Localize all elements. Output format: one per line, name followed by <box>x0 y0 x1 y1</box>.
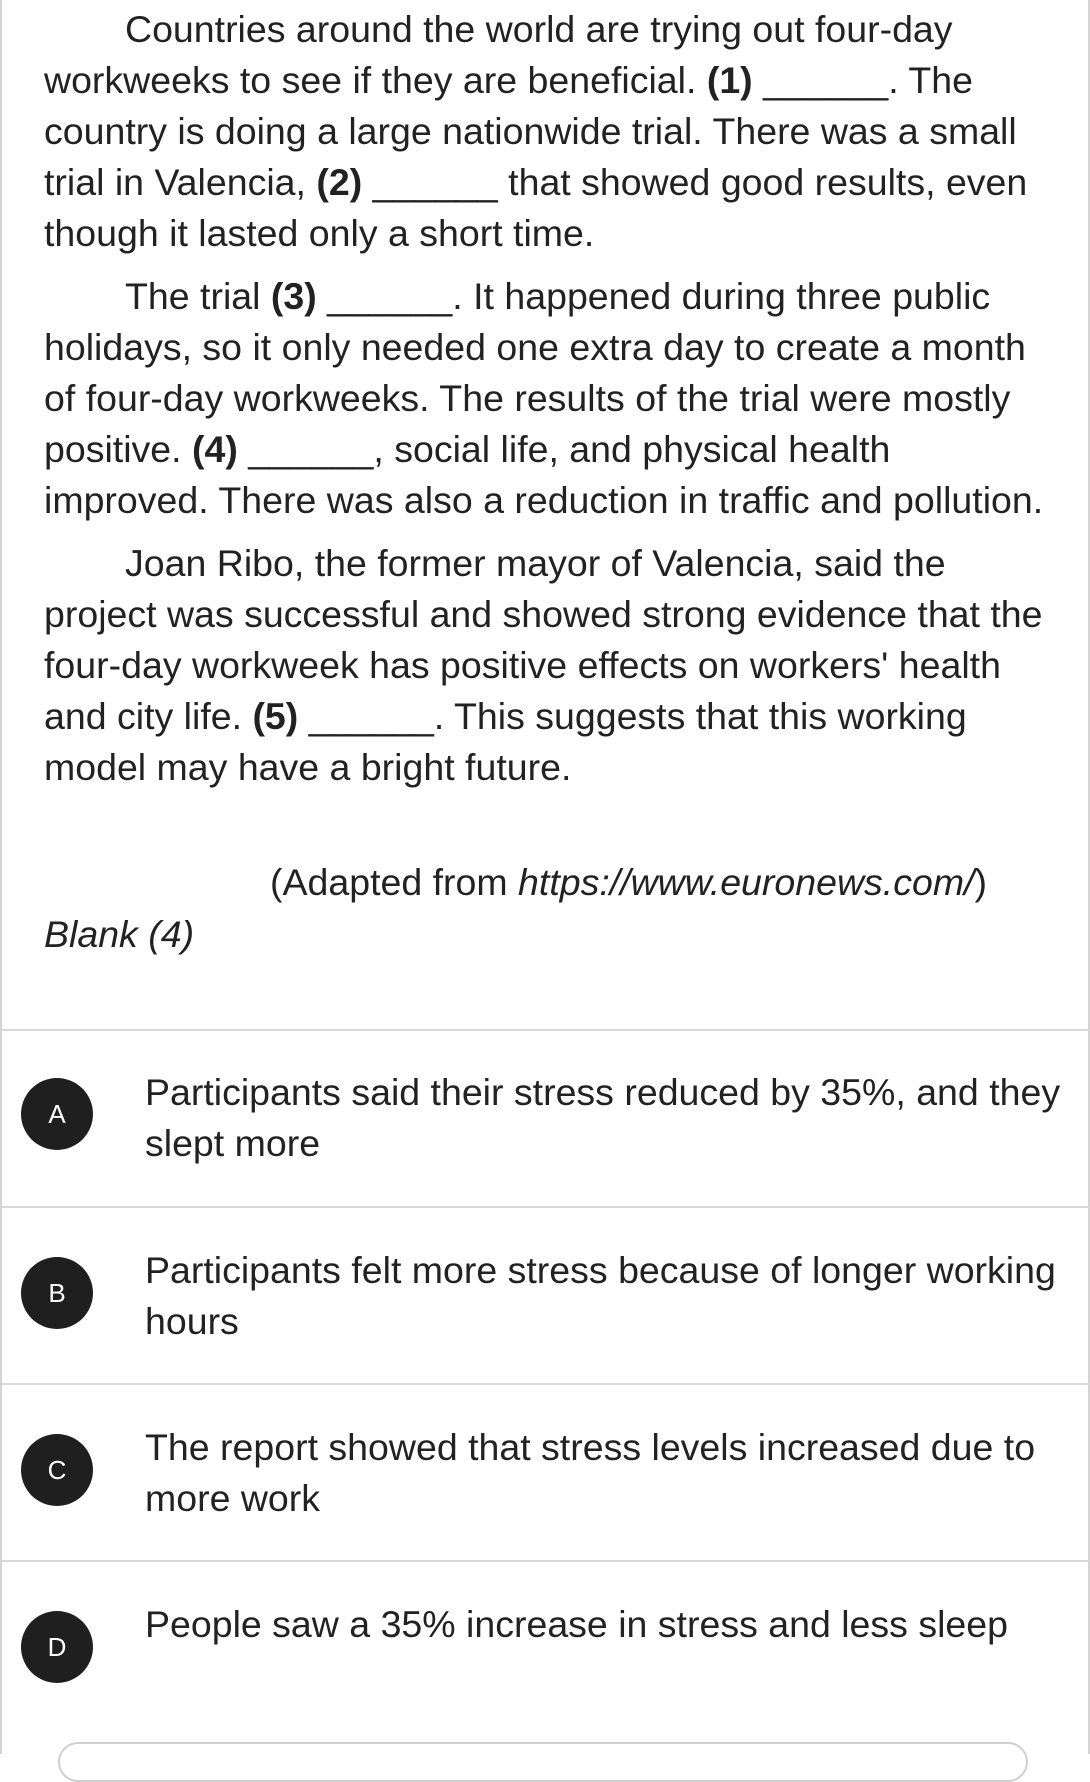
answer-option-c[interactable] <box>2 1385 1090 1561</box>
blank-marker-2: (2) <box>316 161 363 203</box>
option-letter-badge: D <box>21 1611 93 1683</box>
passage-paragraph-3: Joan Ribo, the former mayor of Valencia, said the project was successful and showed strong evidence that the four-day workweek has positive effects on workers' health and city life. (5) ______. This suggests that this working model may have a bright future. <box>44 542 1043 788</box>
option-text: The report showed that stress levels increased due to more work <box>145 1426 1036 1519</box>
bottom-action-bar[interactable] <box>58 1742 1028 1782</box>
option-text: Participants said their stress reduced by 35%, and they slept more <box>145 1071 1061 1164</box>
blank-marker-4: (4) <box>192 428 238 470</box>
blank-marker-1: (1) <box>706 59 753 101</box>
option-letter-badge: A <box>21 1078 93 1150</box>
answer-option-b[interactable] <box>2 1208 1090 1384</box>
option-letter-badge: C <box>21 1434 93 1506</box>
option-text: People saw a 35% increase in stress and less sleep <box>145 1603 1008 1645</box>
option-letter-badge: B <box>21 1257 93 1329</box>
source-attribution: (Adapted from https://www.euronews.com/) <box>270 861 987 903</box>
source-url: https://www.euronews.com/ <box>518 861 975 903</box>
answer-option-a[interactable] <box>2 1031 1090 1207</box>
option-text: Participants felt more stress because of longer working hours <box>145 1249 1056 1342</box>
blank-marker-5: (5) <box>252 695 299 737</box>
passage-paragraph-1: Countries around the world are trying out four-day workweeks to see if they are beneficial. (1) ______. The country is doing a large nationwide trial. There was a small trial in Valencia, (2) ______ that showed good results, even though it lasted only a short time. <box>44 8 1028 254</box>
blank-marker-3: (3) <box>270 275 317 317</box>
answer-option-d[interactable] <box>2 1562 1090 1738</box>
reading-passage <box>44 4 1054 805</box>
question-label: Blank (4) <box>44 913 195 955</box>
passage-paragraph-2: The trial (3) ______. It happened during three public holidays, so it only needed one extra day to create a month of four-day workweeks. The results of the trial were mostly positive. (4) ______, social life, and physical health improved. There was also a reduction in traffic and pollution. <box>44 275 1044 521</box>
